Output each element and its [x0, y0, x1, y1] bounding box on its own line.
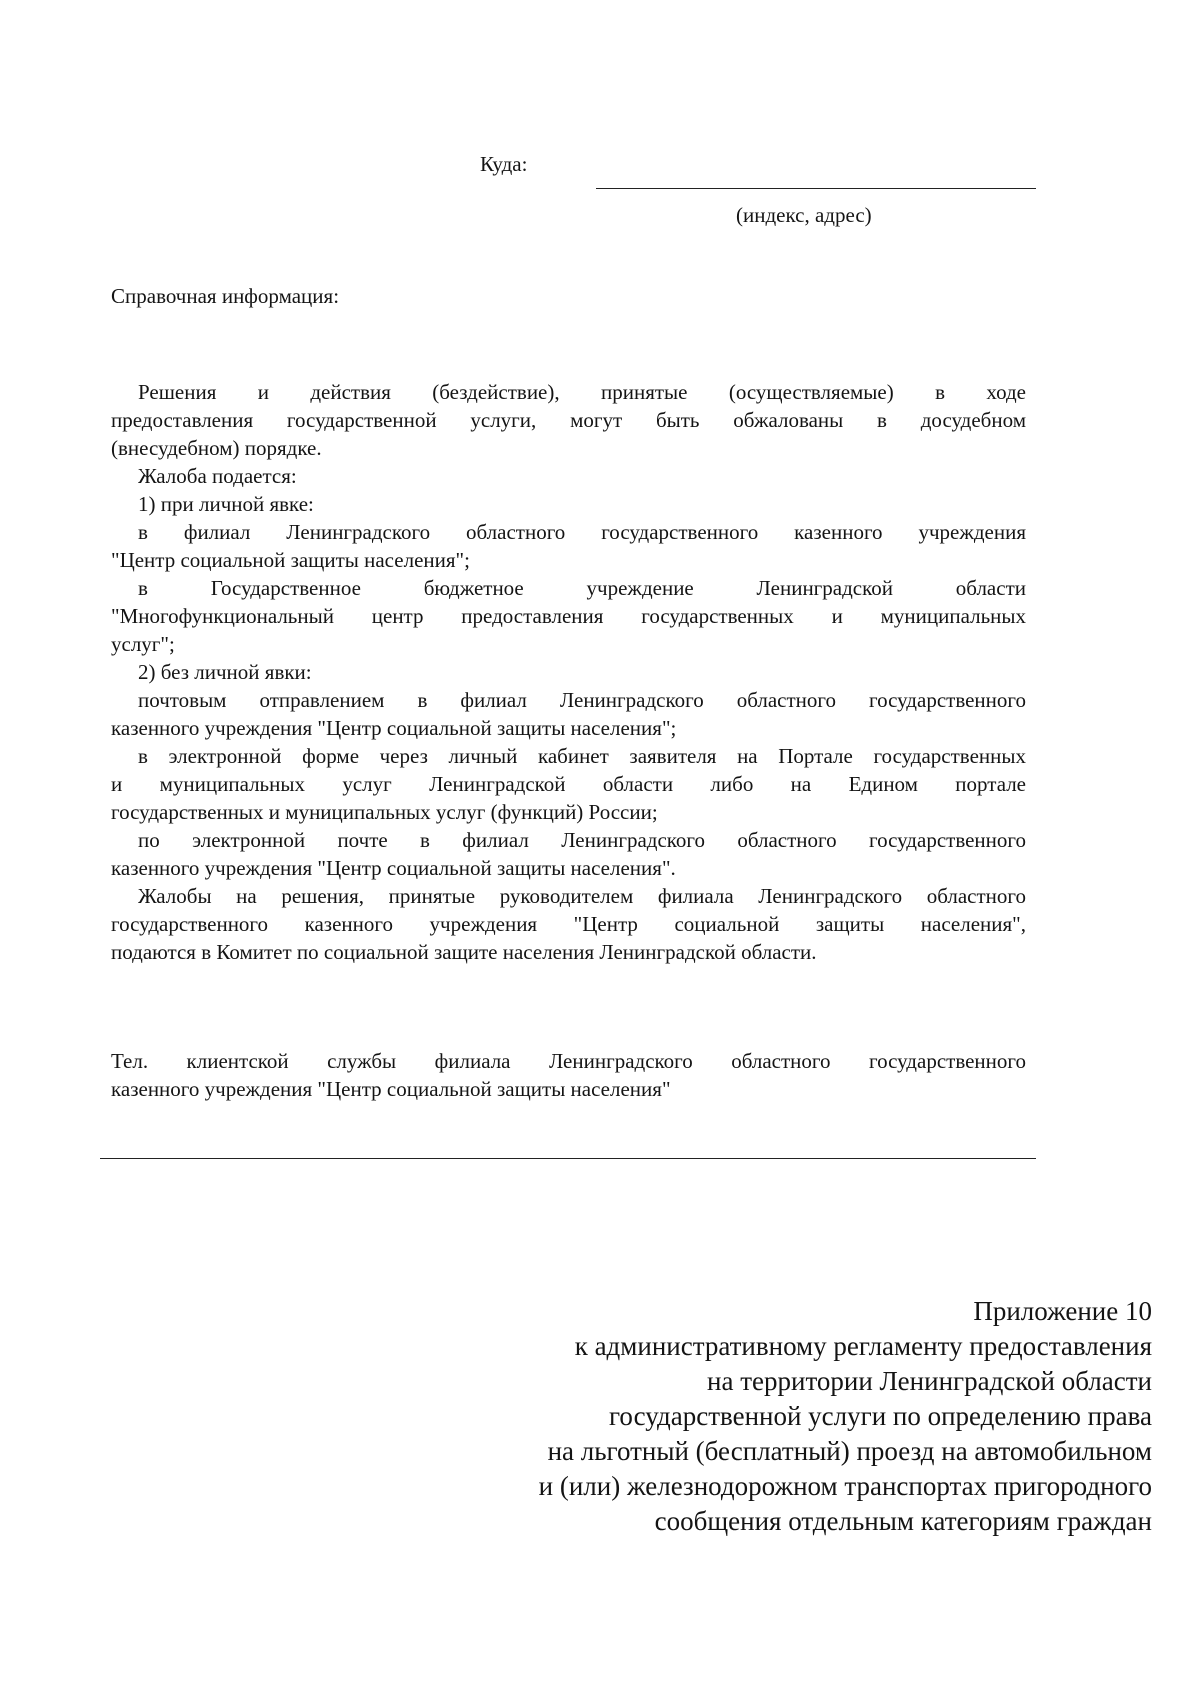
paragraph-line: (внесудебном) порядке. [111, 436, 322, 460]
paragraph-line: "Центр социальной защиты населения"; [111, 548, 470, 572]
appendix-line: на территории Ленинградской области [707, 1366, 1152, 1396]
paragraph-line: 2) без личной явки: [138, 660, 312, 684]
appendix-heading [432, 1294, 1152, 1539]
paragraph-line: Жалоба подается: [138, 464, 297, 488]
client-service-phone [111, 1047, 1026, 1103]
paragraph-line: Тел. клиентской службы филиала Ленинградского областного государственного [111, 1049, 1026, 1073]
reference-heading: Справочная информация: [111, 284, 340, 308]
paragraph-line: государственного казенного учреждения "Центр социальной защиты населения", [111, 912, 1026, 936]
paragraph-line: казенного учреждения "Центр социальной защиты населения" [111, 1077, 671, 1101]
appendix-line: сообщения отдельным категориям граждан [654, 1506, 1152, 1536]
reference-body [111, 378, 1026, 966]
paragraph-line: почтовым отправлением в филиал Ленинградского областного государственного [138, 688, 1026, 712]
paragraph-line: в Государственное бюджетное учреждение Ленинградской области [138, 576, 1026, 600]
paragraph-line: предоставления государственной услуги, могут быть обжалованы в досудебном [111, 408, 1026, 432]
phone-entry-line[interactable] [100, 1158, 1036, 1159]
paragraph-line: Жалобы на решения, принятые руководителем филиала Ленинградского областного [138, 884, 1026, 908]
paragraph-line: подаются в Комитет по социальной защите населения Ленинградской области. [111, 940, 817, 964]
recipient-caption: (индекс, адрес) [736, 203, 872, 227]
paragraph-line: 1) при личной явке: [138, 492, 314, 516]
appendix-line: на льготный (бесплатный) проезд на автомобильном [547, 1436, 1152, 1466]
paragraph-line: по электронной почте в филиал Ленинградского областного государственного [138, 828, 1026, 852]
paragraph-line: государственных и муниципальных услуг (функций) России; [111, 800, 658, 824]
paragraph-line: в электронной форме через личный кабинет заявителя на Портале государственных [138, 744, 1026, 768]
recipient-label: Куда: [480, 152, 528, 176]
paragraph-line: в филиал Ленинградского областного государственного казенного учреждения [138, 520, 1026, 544]
appendix-line: к административному регламенту предоставления [574, 1331, 1152, 1361]
paragraph-line: и муниципальных услуг Ленинградской области либо на Едином портале [111, 772, 1026, 796]
paragraph-line: "Многофункциональный центр предоставления государственных и муниципальных [111, 604, 1026, 628]
paragraph-line: услуг"; [111, 632, 175, 656]
appendix-title: Приложение 10 [973, 1296, 1152, 1326]
paragraph-line: казенного учреждения "Центр социальной защиты населения"; [111, 716, 677, 740]
recipient-address-line[interactable] [596, 188, 1036, 189]
paragraph-line: Решения и действия (бездействие), принятые (осуществляемые) в ходе [138, 380, 1026, 404]
appendix-line: и (или) железнодорожном транспортах пригородного [538, 1471, 1152, 1501]
appendix-line: государственной услуги по определению права [609, 1401, 1152, 1431]
paragraph-line: казенного учреждения "Центр социальной защиты населения". [111, 856, 676, 880]
